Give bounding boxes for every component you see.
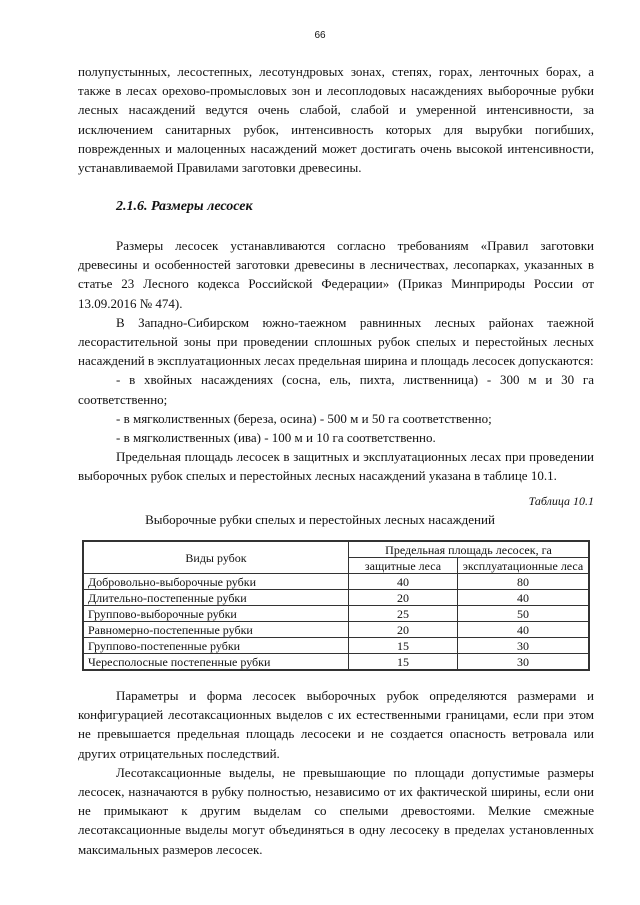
paragraph-rules: Размеры лесосек устанавливаются согласно требованиям «Правил заготовки древесины и особенностей заготовки древесины в лесничествах, лесопарках, указанных в статье 23 Лесного кодекса Российской Федерации» (Приказ Минприроды России от 13.09.2016 № 474).	[78, 238, 594, 311]
list-item-willow: - в мягколиственных (ива) - 100 м и 10 га соответственно.	[116, 430, 436, 446]
pre-table-text	[78, 236, 594, 486]
intro-paragraph: полупустынных, лесостепных, лесотундровых зонах, степях, горах, ленточных борах, а также в лесах орехово-промысловых зон и лесоплодовых насаждениях выборочные рубки лесных насаждений ведутся очень слабой, слабой и умеренной интенсивности, за исключением санитарных рубок, интенсивность которых для вырубки погибших, поврежденных и малоценных насаждений может достигать очень высокой интенсивности, устанавливаемой Правилами заготовки древесины.	[78, 64, 594, 176]
cell-type: Группово-выборочные рубки	[83, 606, 349, 622]
cell-exploitation: 80	[458, 574, 590, 590]
cell-type: Равномерно-постепенные рубки	[83, 622, 349, 638]
table-header-row	[83, 541, 589, 558]
paragraph-allotments: Лесотаксационные выделы, не превышающие по площади допустимые размеры лесосек, назначаются в рубку полностью, независимо от их фактической ширины, если они не примыкают к другим выделам со спелыми древостоями. Мелкие смежные лесотаксационные выделы могут объединяться в одну лесосеку в пределах установленных максимальных размеров лесосек.	[78, 764, 594, 857]
paragraph-table-reference: Предельная площадь лесосек в защитных и эксплуатационных лесах при проведении выборочных рубок спелых и перестойных лесных насаждений указана в таблице 10.1.	[78, 449, 594, 484]
post-table-text	[78, 686, 594, 859]
page-number: 66	[314, 30, 326, 41]
paragraph-zone: В Западно-Сибирском южно-таежном равнинных лесных районах таежной лесорастительной зоны при проведении сплошных рубок спелых и перестойных лесных насаждений в эксплуатационных лесах предельная ширина и площадь лесосек допускаются:	[78, 314, 594, 369]
cell-type: Группово-постепенные рубки	[83, 638, 349, 654]
cell-protective: 40	[349, 574, 458, 590]
cell-type: Добровольно-выборочные рубки	[83, 574, 349, 590]
list-item-softwood: - в мягколиственных (береза, осина) - 500 м и 50 га соответственно;	[116, 410, 492, 426]
cell-protective: 15	[349, 638, 458, 654]
cell-type: Длительно-постепенные рубки	[83, 590, 349, 606]
list-item-coniferous: - в хвойных насаждениях (сосна, ель, пихта, лиственница) - 300 м и 30 га соответственно;	[78, 372, 594, 407]
cell-protective: 15	[349, 654, 458, 671]
felling-area-table	[82, 540, 590, 671]
cell-protective: 20	[349, 622, 458, 638]
header-protective: защитные леса	[349, 558, 458, 574]
cell-protective: 25	[349, 606, 458, 622]
table-row	[83, 622, 589, 638]
paragraph-parameters: Параметры и форма лесосек выборочных рубок определяются размерами и конфигурацией лесотаксационных выделов с их естественными границами, если при этом не превышается предельная площадь лесосеки и не создается опасность ветровала или других отрицательных последствий.	[78, 688, 594, 761]
table-row	[83, 590, 589, 606]
header-exploitation: эксплуатационные леса	[458, 558, 590, 574]
cell-exploitation: 40	[458, 622, 590, 638]
cell-type: Чересполосные постепенные рубки	[83, 654, 349, 671]
table-row	[83, 574, 589, 590]
header-type: Виды рубок	[83, 541, 349, 574]
cell-exploitation: 30	[458, 654, 590, 671]
table-row	[83, 638, 589, 654]
table-title: Выборочные рубки спелых и перестойных лесных насаждений	[145, 512, 495, 527]
table-label: Таблица 10.1	[528, 494, 594, 508]
cell-protective: 20	[349, 590, 458, 606]
cell-exploitation: 50	[458, 606, 590, 622]
intro-paragraph-block	[78, 62, 594, 177]
table-row	[83, 654, 589, 671]
section-heading: 2.1.6. Размеры лесосек	[116, 199, 253, 214]
table-row	[83, 606, 589, 622]
cell-exploitation: 30	[458, 638, 590, 654]
header-group: Предельная площадь лесосек, га	[349, 541, 590, 558]
cell-exploitation: 40	[458, 590, 590, 606]
